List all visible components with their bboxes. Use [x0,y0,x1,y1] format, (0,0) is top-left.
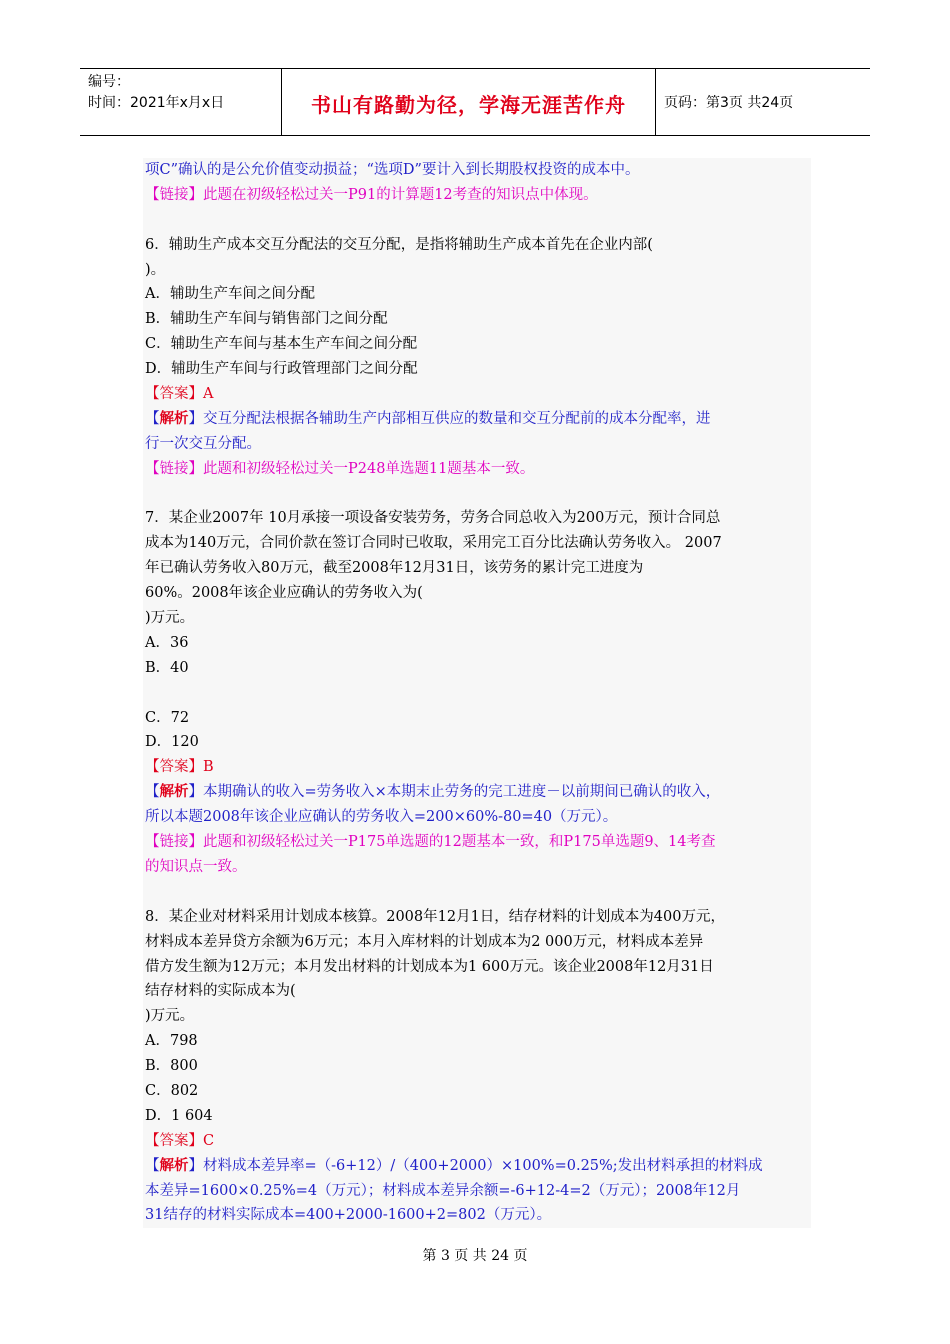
header-bottom-rule [80,135,870,136]
q6-stem-line-1: 6．辅助生产成本交互分配法的交互分配，是指将辅助生产成本首先在企业内部( [145,236,653,253]
answer-label: 【答案】 [145,1132,203,1149]
q8-analysis-line-3: 31结存的材料实际成本=400+2000-1600+2=802（万元）。 [145,1207,552,1224]
q7-stem-line-3: 年已确认劳务收入80万元，截至2008年12月31日，该劳务的累计完工进度为 [145,560,644,577]
header-meta [88,72,224,114]
analysis-text: 本期确认的收入=劳务收入×本期末止劳务的完工进度－以前期间已确认的收入， [203,784,721,801]
page-footer: 第 3 页 共 24 页 [422,1248,528,1264]
q7-stem-line-2: 成本为140万元，合同价款在签订合同时已收取，采用完工百分比法确认劳务收入。 2007 [145,535,722,552]
q6-option-b: B．辅助生产车间与销售部门之间分配 [145,311,388,328]
q8-stem-line-1: 8．某企业对材料采用计划成本核算。2008年12月1日，结存材料的计划成本为400万元， [145,908,725,925]
header-number-label: 编号： [88,74,130,90]
q5-link: 【链接】此题在初级轻松过关一P91的计算题12考查的知识点中体现。 [145,186,598,203]
q6-option-a: A．辅助生产车间之间分配 [145,286,315,303]
q6-analysis-line-2: 行一次交互分配。 [145,435,261,452]
analysis-label: 解析 [159,783,189,801]
q7-stem-line-1: 7．某企业2007年 10月承接一项设备安装劳务，劳务合同总收入为200万元，预计合同总 [145,510,721,527]
q7-option-d: D．120 [145,734,199,751]
header-date: 时间：2021年x月x日 [88,95,225,111]
q8-stem-line-2: 材料成本差异贷方余额为6万元；本月入库材料的计划成本为2 000万元，材料成本差异 [145,933,704,950]
answer-label: 【答案】 [145,386,203,403]
q5-explanation-tail: 项C”确认的是公允价值变动损益；“选项D”要计入到长期股权投资的成本中。 [145,162,640,178]
q7-link-line-2: 的知识点一致。 [145,858,247,875]
q8-option-d: D．1 604 [145,1107,213,1124]
analysis-bracket-close: 】 [188,410,203,427]
answer-value: B [203,759,214,776]
answer-value: C [203,1132,215,1149]
q7-option-b: B．40 [145,659,189,676]
header-divider-right [655,68,656,136]
analysis-bracket-open: 【 [145,1157,160,1174]
page-header [80,68,870,136]
q8-analysis-line-1 [145,1154,809,1179]
analysis-bracket-open: 【 [145,410,160,427]
q6-option-d: D．辅助生产车间与行政管理部门之间分配 [145,361,418,378]
q6-answer [145,382,809,407]
analysis-label: 解析 [159,1156,189,1174]
header-top-rule [80,68,870,69]
analysis-bracket-open: 【 [145,784,160,801]
analysis-bracket-close: 】 [188,784,203,801]
q8-stem-line-3: 借方发生额为12万元；本月发出材料的计划成本为1 600万元。该企业2008年12月31日 [145,958,714,975]
q8-analysis-line-2: 本差异=1600×0.25%=4（万元）；材料成本差异余额=-6+12-4=2（万元）；2008年12月 [145,1182,741,1199]
q6-option-c: C．辅助生产车间与基本生产车间之间分配 [145,336,418,353]
analysis-text: 交互分配法根据各辅助生产内部相互供应的数量和交互分配前的成本分配率，进 [203,410,711,427]
q8-option-b: B．800 [145,1058,198,1075]
analysis-bracket-close: 】 [188,1157,203,1174]
q7-analysis-line-2: 所以本题2008年该企业应确认的劳务收入=200×60%-80=40（万元）。 [145,809,618,826]
header-motto: 书山有路勤为径，学海无涯苦作舟 [311,93,626,117]
header-page-info: 页码：第3页 共24页 [664,95,794,111]
q7-link-line-1: 【链接】此题和初级轻松过关一P175单选题的12题基本一致，和P175单选题9、14考查 [145,834,716,851]
analysis-text: 材料成本差异率=（-6+12）/（400+2000）×100%=0.25%;发出材料承担的材料成 [203,1157,763,1174]
answer-label: 【答案】 [145,759,203,776]
q8-option-a: A．798 [145,1033,198,1050]
spacer [145,681,809,706]
spacer [145,482,809,507]
q7-analysis-line-1 [145,780,809,805]
analysis-label: 解析 [159,409,189,427]
answer-value: A [203,386,214,403]
q6-stem-line-2: )。 [145,261,166,278]
question-6 [145,233,809,482]
spacer [145,208,809,233]
document-body [143,158,811,1228]
q7-option-c: C．72 [145,709,190,726]
q8-stem-line-4: 结存材料的实际成本为( [145,983,296,1000]
q7-stem-line-4: 60%。2008年该企业应确认的劳务收入为( [145,585,423,602]
q8-answer [145,1129,809,1154]
q7-stem-line-5: )万元。 [145,610,195,627]
spacer [145,880,809,905]
q6-analysis-line-1 [145,407,809,432]
q7-option-a: A．36 [145,634,189,651]
question-8 [145,905,809,1229]
q7-answer [145,755,809,780]
q8-option-c: C．802 [145,1082,199,1099]
q8-stem-line-5: )万元。 [145,1008,195,1025]
question-7 [145,506,809,879]
q6-link: 【链接】此题和初级轻松过关一P248单选题11题基本一致。 [145,460,535,477]
